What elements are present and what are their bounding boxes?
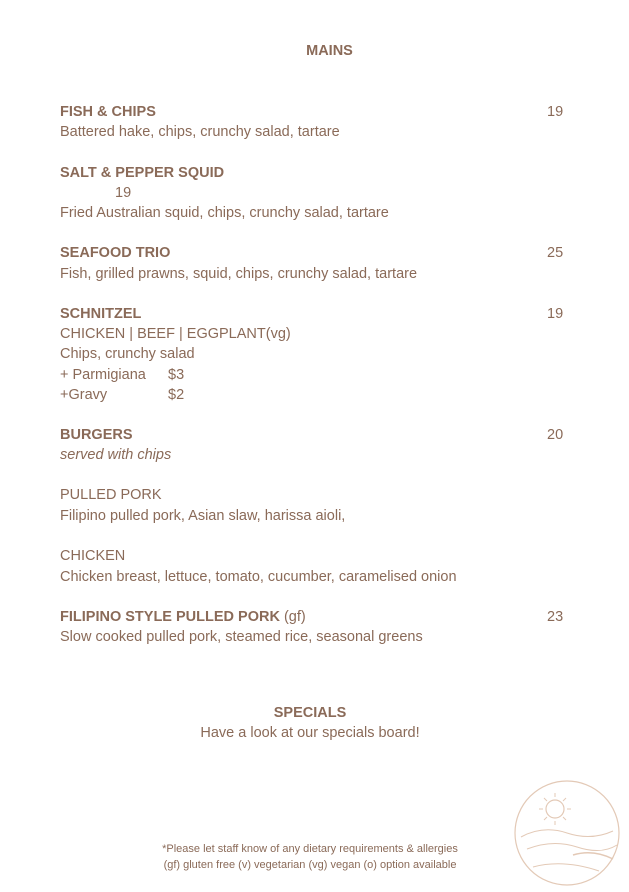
item-options-schnitzel: CHICKEN | BEEF | EGGPLANT(vg) bbox=[60, 326, 291, 342]
addon-price-gravy: $2 bbox=[168, 387, 185, 403]
burger-desc-chicken: Chicken breast, lettuce, tomato, cucumber, caramelised onion bbox=[60, 569, 457, 585]
item-name-burgers: BURGERS bbox=[60, 427, 133, 443]
item-price-schnitzel: 19 bbox=[547, 306, 564, 322]
item-price-burgers: 20 bbox=[547, 427, 564, 443]
item-desc-seafood-trio: Fish, grilled prawns, squid, chips, crunchy salad, tartare bbox=[60, 266, 418, 282]
item-price-squid: 19 bbox=[115, 185, 132, 201]
addon-label-parmigiana: + Parmigiana bbox=[60, 367, 146, 383]
specials-text: Have a look at our specials board! bbox=[200, 725, 420, 741]
item-name-filipino-line bbox=[60, 607, 306, 627]
item-desc-filipino: Slow cooked pulled pork, steamed rice, seasonal greens bbox=[60, 629, 423, 645]
specials-title: SPECIALS bbox=[273, 705, 347, 721]
burger-desc-pulled-pork: Filipino pulled pork, Asian slaw, harissa aioli, bbox=[60, 508, 346, 524]
item-name-fish-chips: FISH & CHIPS bbox=[60, 104, 156, 120]
item-price-seafood-trio: 25 bbox=[547, 245, 564, 261]
item-price-fish-chips: 19 bbox=[547, 104, 564, 120]
burger-name-chicken: CHICKEN bbox=[60, 548, 126, 564]
item-desc-schnitzel: Chips, crunchy salad bbox=[60, 346, 195, 362]
item-name-filipino: FILIPINO STYLE PULLED PORK bbox=[60, 609, 280, 625]
item-desc-squid: Fried Australian squid, chips, crunchy salad, tartare bbox=[60, 205, 389, 221]
addon-label-gravy: +Gravy bbox=[60, 387, 108, 403]
footer-allergy-note: *Please let staff know of any dietary requirements & allergies bbox=[162, 843, 458, 855]
page-title: MAINS bbox=[306, 43, 353, 59]
burger-name-pulled-pork: PULLED PORK bbox=[60, 487, 162, 503]
item-tag-gf: (gf) bbox=[283, 609, 306, 625]
item-desc-fish-chips: Battered hake, chips, crunchy salad, tartare bbox=[60, 124, 340, 140]
item-name-seafood-trio: SEAFOOD TRIO bbox=[60, 245, 171, 261]
burgers-note: served with chips bbox=[60, 447, 172, 463]
item-name-squid: SALT & PEPPER SQUID bbox=[60, 165, 225, 181]
item-price-filipino: 23 bbox=[547, 609, 564, 625]
addon-price-parmigiana: $3 bbox=[168, 367, 185, 383]
footer-dietary-key: (gf) gluten free (v) vegetarian (vg) vegan (o) option available bbox=[163, 859, 457, 871]
item-name-schnitzel: SCHNITZEL bbox=[60, 306, 142, 322]
